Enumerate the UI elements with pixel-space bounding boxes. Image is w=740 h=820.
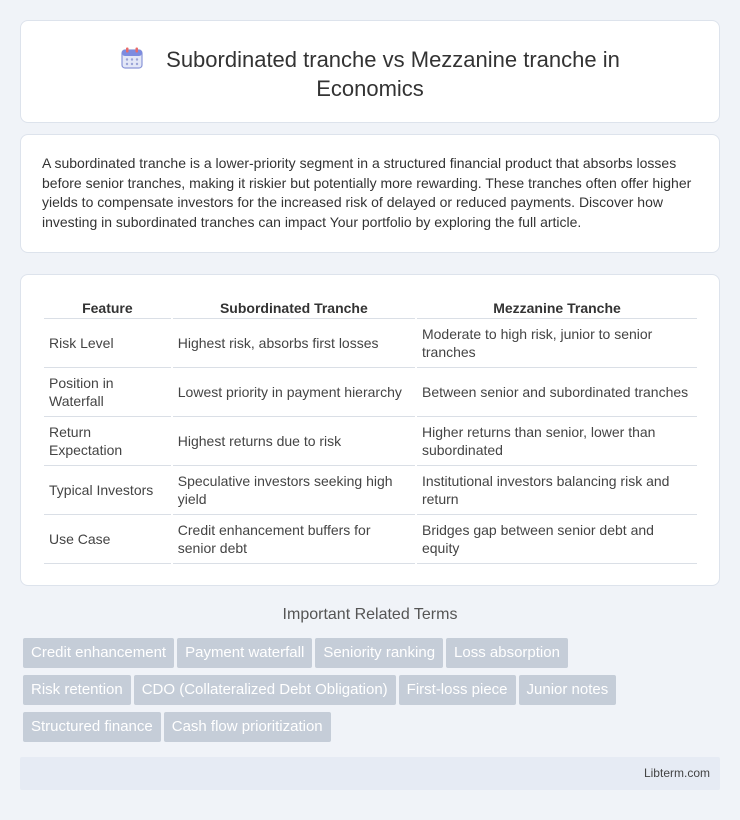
column-header: Subordinated Tranche [173, 295, 415, 319]
calendar-icon [120, 46, 144, 70]
table-row [44, 417, 697, 466]
table-cell: Bridges gap between senior debt and equity [417, 515, 697, 564]
table-cell: Speculative investors seeking high yield [173, 466, 415, 515]
table-cell: Credit enhancement buffers for senior debt [173, 515, 415, 564]
footer-site-link[interactable]: Libterm.com [643, 766, 710, 780]
comparison-card [20, 274, 720, 586]
title-line-2: Economics [316, 76, 424, 101]
table-row [44, 466, 697, 515]
related-term-tag[interactable]: Credit enhancement [23, 638, 174, 668]
table-cell: Highest risk, absorbs first losses [173, 319, 415, 368]
table-cell: Higher returns than senior, lower than subordinated [417, 417, 697, 466]
table-cell: Typical Investors [44, 466, 171, 515]
table-cell: Lowest priority in payment hierarchy [173, 368, 415, 417]
related-term-tag[interactable]: Payment waterfall [177, 638, 312, 668]
related-term-tag[interactable]: CDO (Collateralized Debt Obligation) [134, 675, 396, 705]
related-term-tag[interactable]: First-loss piece [399, 675, 516, 705]
comparison-table [42, 295, 699, 564]
table-cell: Use Case [44, 515, 171, 564]
table-cell: Position in Waterfall [44, 368, 171, 417]
table-row [44, 515, 697, 564]
table-cell: Risk Level [44, 319, 171, 368]
table-cell: Between senior and subordinated tranches [417, 368, 697, 417]
title-line-1: Subordinated tranche vs Mezzanine tranche in [166, 47, 620, 72]
column-header: Mezzanine Tranche [417, 295, 697, 319]
related-term-tag[interactable]: Seniority ranking [315, 638, 443, 668]
related-term-tag[interactable]: Loss absorption [446, 638, 568, 668]
table-row [44, 319, 697, 368]
table-cell: Return Expectation [44, 417, 171, 466]
footer [20, 757, 720, 790]
related-term-tag[interactable]: Risk retention [23, 675, 131, 705]
intro-paragraph: A subordinated tranche is a lower-priority segment in a structured financial product that absorbs losses before senior tranches, making it riskier but potentially more rewarding. These tranches often offer higher yields to compensate investors for the increased risk of delayed or reduced payments. Discover how investing in subordinated tranches can impact Your portfolio by exploring the full article. [42, 155, 692, 230]
related-term-tag[interactable]: Cash flow prioritization [164, 712, 331, 742]
table-cell: Institutional investors balancing risk and return [417, 466, 697, 515]
related-terms-title: Important Related Terms [282, 606, 458, 623]
related-term-tag[interactable]: Structured finance [23, 712, 161, 742]
related-term-tag[interactable]: Junior notes [519, 675, 617, 705]
table-cell: Highest returns due to risk [173, 417, 415, 466]
intro-card [20, 134, 720, 253]
table-header-row [44, 295, 697, 319]
title-card [20, 20, 720, 123]
table-row [44, 368, 697, 417]
column-header: Feature [44, 295, 171, 319]
table-cell: Moderate to high risk, junior to senior tranches [417, 319, 697, 368]
related-terms-list [23, 638, 723, 749]
page-title [21, 45, 719, 103]
